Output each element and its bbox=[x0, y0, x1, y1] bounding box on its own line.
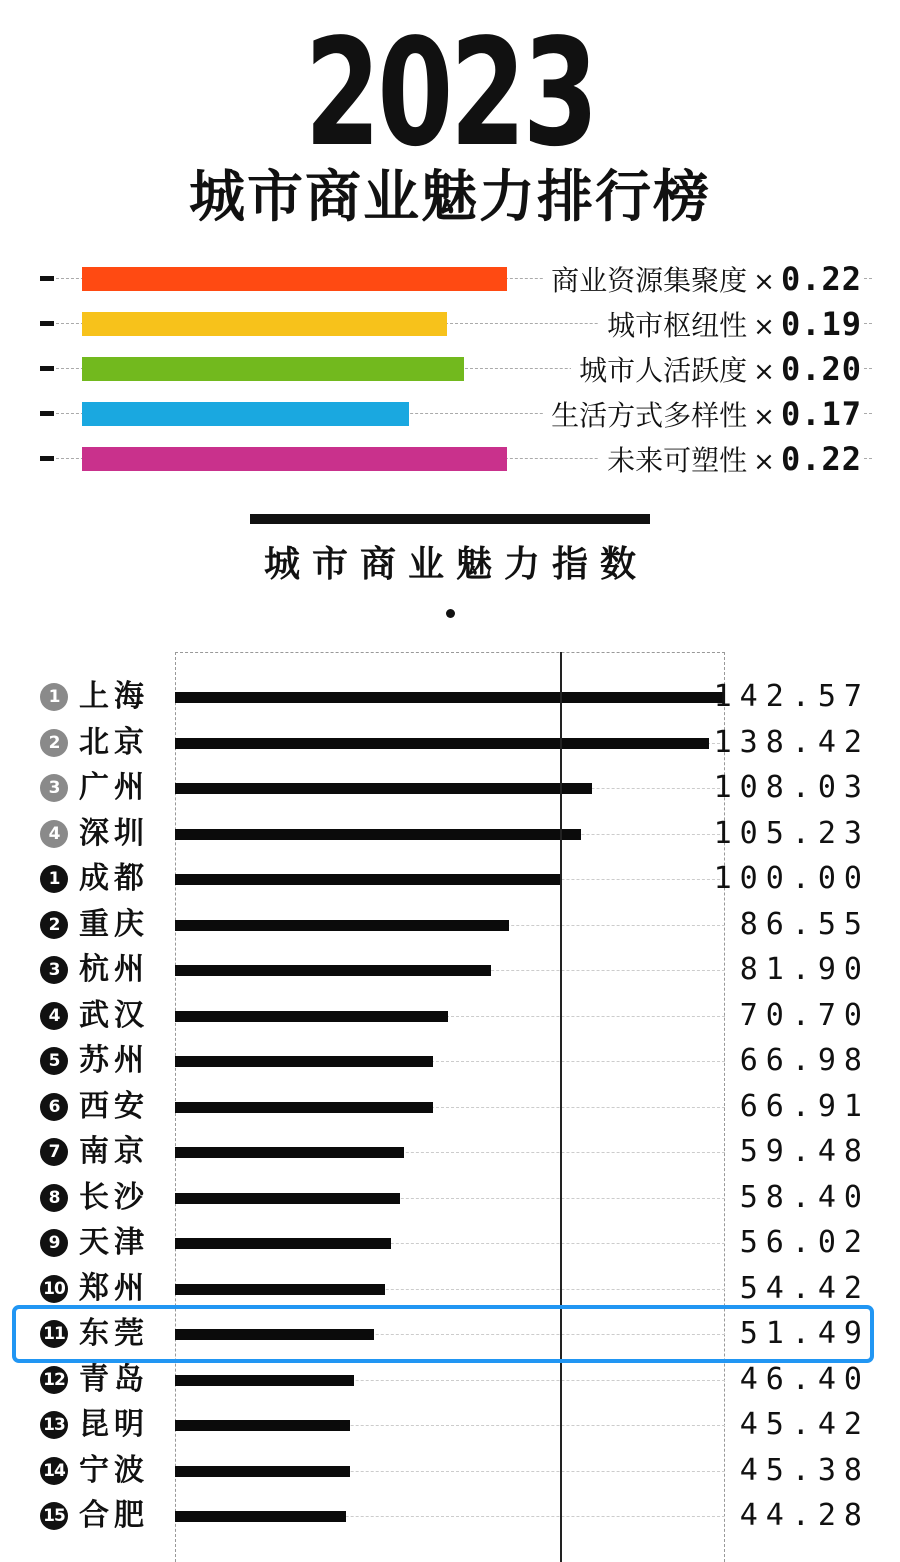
city-row bbox=[0, 720, 900, 766]
rank-badge: 9 bbox=[40, 1229, 68, 1257]
rank-badge: 7 bbox=[40, 1138, 68, 1166]
city-label: 合肥 bbox=[79, 1498, 149, 1533]
ranking-title: 城市商业魅力排行榜 bbox=[189, 165, 711, 230]
value-label: 108.03 bbox=[713, 770, 870, 805]
city-label: 天津 bbox=[79, 1225, 149, 1260]
city-row bbox=[0, 1402, 900, 1448]
city-label: 成都 bbox=[79, 861, 149, 896]
factor-weight: 0.19 bbox=[780, 305, 862, 343]
value-bar bbox=[175, 1238, 391, 1249]
factor-weight: 0.17 bbox=[780, 395, 862, 433]
city-label: 武汉 bbox=[79, 998, 149, 1033]
rank-badge: 11 bbox=[40, 1320, 68, 1348]
value-label: 45.38 bbox=[739, 1453, 870, 1488]
times-symbol: × bbox=[753, 447, 775, 477]
city-label: 南京 bbox=[79, 1134, 149, 1169]
city-label: 杭州 bbox=[79, 952, 149, 987]
value-bar bbox=[175, 1147, 404, 1158]
factor-dash bbox=[40, 276, 54, 281]
value-bar bbox=[175, 920, 509, 931]
highlight-box bbox=[12, 1305, 874, 1363]
title-dot bbox=[446, 609, 455, 618]
city-row bbox=[0, 1493, 900, 1539]
city-label: 郑州 bbox=[79, 1271, 149, 1306]
city-row bbox=[0, 856, 900, 902]
rank-badge: 5 bbox=[40, 1047, 68, 1075]
value-bar bbox=[175, 874, 561, 885]
city-row bbox=[0, 993, 900, 1039]
value-bar bbox=[175, 965, 491, 976]
factor-row bbox=[0, 302, 900, 346]
value-label: 66.91 bbox=[739, 1089, 870, 1124]
city-row bbox=[0, 1220, 900, 1266]
value-bar bbox=[175, 1102, 433, 1113]
factor-row bbox=[0, 392, 900, 436]
factor-text bbox=[599, 302, 862, 346]
value-label: 142.57 bbox=[713, 679, 870, 714]
value-bar bbox=[175, 692, 725, 703]
factor-row bbox=[0, 257, 900, 301]
separator-bar bbox=[250, 514, 650, 524]
factor-label: 生活方式多样性 bbox=[551, 399, 748, 432]
value-bar bbox=[175, 738, 709, 749]
value-label: 138.42 bbox=[713, 725, 870, 760]
value-label: 70.70 bbox=[739, 998, 870, 1033]
factor-bar bbox=[82, 312, 447, 336]
factor-dash bbox=[40, 456, 54, 461]
city-label: 宁波 bbox=[79, 1453, 149, 1488]
value-label: 66.98 bbox=[739, 1043, 870, 1078]
rank-badge: 4 bbox=[40, 1002, 68, 1030]
city-label: 长沙 bbox=[79, 1180, 149, 1215]
rank-badge: 1 bbox=[40, 865, 68, 893]
rank-badge: 8 bbox=[40, 1184, 68, 1212]
city-label: 上海 bbox=[79, 679, 149, 714]
value-label: 59.48 bbox=[739, 1134, 870, 1169]
value-label: 44.28 bbox=[739, 1498, 870, 1533]
value-label: 81.90 bbox=[739, 952, 870, 987]
value-label: 46.40 bbox=[739, 1362, 870, 1397]
city-label: 苏州 bbox=[79, 1043, 149, 1078]
rank-badge: 13 bbox=[40, 1411, 68, 1439]
factor-label: 城市人活跃度 bbox=[579, 354, 748, 387]
value-bar bbox=[175, 1056, 433, 1067]
value-label: 100.00 bbox=[713, 861, 870, 896]
city-label: 青岛 bbox=[79, 1362, 149, 1397]
city-row bbox=[0, 765, 900, 811]
factor-dash bbox=[40, 366, 54, 371]
city-row bbox=[0, 902, 900, 948]
reference-line bbox=[560, 652, 562, 1562]
rank-badge: 2 bbox=[40, 911, 68, 939]
rank-badge: 3 bbox=[40, 956, 68, 984]
rank-badge: 15 bbox=[40, 1502, 68, 1530]
value-bar bbox=[175, 1011, 448, 1022]
factor-row bbox=[0, 347, 900, 391]
city-row bbox=[0, 1084, 900, 1130]
rank-badge: 10 bbox=[40, 1275, 68, 1303]
city-row bbox=[0, 811, 900, 857]
factor-bar bbox=[82, 402, 409, 426]
city-row bbox=[0, 947, 900, 993]
city-label: 广州 bbox=[79, 770, 149, 805]
rank-badge: 1 bbox=[40, 683, 68, 711]
rank-badge: 14 bbox=[40, 1457, 68, 1485]
factor-bar bbox=[82, 447, 507, 471]
value-bar bbox=[175, 1284, 385, 1295]
factor-label: 商业资源集聚度 bbox=[551, 264, 748, 297]
times-symbol: × bbox=[753, 402, 775, 432]
rank-badge: 6 bbox=[40, 1093, 68, 1121]
city-label: 深圳 bbox=[79, 816, 149, 851]
city-label: 北京 bbox=[79, 725, 149, 760]
value-bar bbox=[175, 1466, 350, 1477]
city-row bbox=[0, 1129, 900, 1175]
factor-weight: 0.22 bbox=[780, 260, 862, 298]
factor-label: 未来可塑性 bbox=[607, 444, 748, 477]
city-row bbox=[0, 1038, 900, 1084]
value-label: 56.02 bbox=[739, 1225, 870, 1260]
factor-bar bbox=[82, 357, 464, 381]
value-label: 45.42 bbox=[739, 1407, 870, 1442]
value-bar bbox=[175, 1420, 350, 1431]
factor-text bbox=[543, 257, 862, 301]
chart-title: 城市商业魅力指数 bbox=[263, 544, 648, 585]
factor-text bbox=[543, 392, 862, 436]
value-label: 86.55 bbox=[739, 907, 870, 942]
year-heading: 2023 bbox=[304, 7, 596, 179]
factor-label: 城市枢纽性 bbox=[607, 309, 748, 342]
city-row bbox=[0, 674, 900, 720]
value-bar bbox=[175, 829, 581, 840]
times-symbol: × bbox=[753, 312, 775, 342]
factor-text bbox=[571, 347, 862, 391]
value-label: 54.42 bbox=[739, 1271, 870, 1306]
value-bar bbox=[175, 1193, 400, 1204]
city-row bbox=[0, 1357, 900, 1403]
value-label: 58.40 bbox=[739, 1180, 870, 1215]
value-bar bbox=[175, 1375, 354, 1386]
city-row bbox=[0, 1175, 900, 1221]
city-label: 西安 bbox=[79, 1089, 149, 1124]
factor-text bbox=[599, 437, 862, 481]
city-row bbox=[0, 1448, 900, 1494]
rank-badge: 2 bbox=[40, 729, 68, 757]
city-label: 东莞 bbox=[79, 1316, 149, 1351]
value-label: 105.23 bbox=[713, 816, 870, 851]
factor-bar bbox=[82, 267, 507, 291]
city-label: 重庆 bbox=[79, 907, 149, 942]
times-symbol: × bbox=[753, 357, 775, 387]
factor-dash bbox=[40, 321, 54, 326]
factor-dash bbox=[40, 411, 54, 416]
rank-badge: 3 bbox=[40, 774, 68, 802]
times-symbol: × bbox=[753, 267, 775, 297]
value-bar bbox=[175, 783, 592, 794]
value-bar bbox=[175, 1511, 346, 1522]
factor-row bbox=[0, 437, 900, 481]
rank-badge: 12 bbox=[40, 1366, 68, 1394]
factor-weight: 0.22 bbox=[780, 440, 862, 478]
value-label: 51.49 bbox=[739, 1316, 870, 1351]
rank-badge: 4 bbox=[40, 820, 68, 848]
factor-weight: 0.20 bbox=[780, 350, 862, 388]
city-label: 昆明 bbox=[79, 1407, 149, 1442]
